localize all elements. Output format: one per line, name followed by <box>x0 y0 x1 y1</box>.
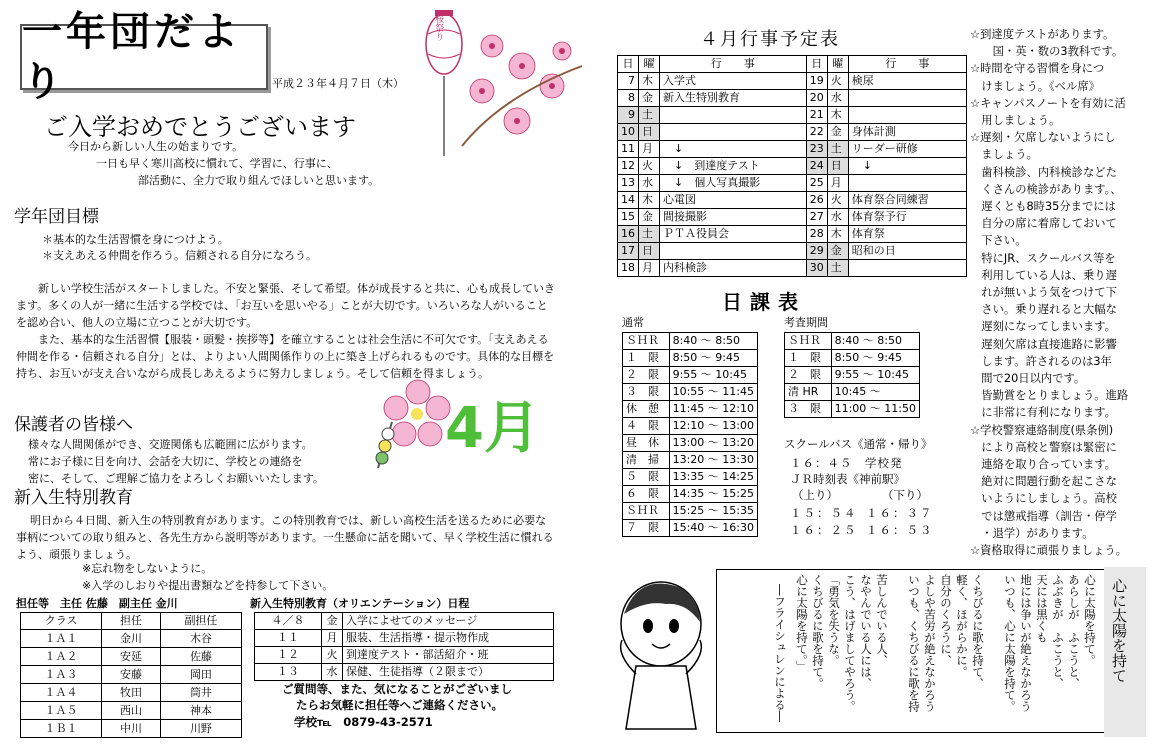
note-line: に非常に有利になります。 <box>970 406 1116 420</box>
table-row: 11 月 ↓ 23 土 リーダー研修 <box>618 141 967 158</box>
events-table: 日 曜 行 事 日 曜 行 事 7 木 入学式 19 火 検尿 8 金 新入生特別教育 20 水 9 土 21 木 10 日 22 金 身体計測 11 月 ↓ 23 土 リーダー研修 12 火 ↓ 到達度テスト 24 日 ↓ 13 水 ↓ 個人写真撮影 25 月 14 木 心電図 26 火 体育祭合同練習 15 金 間接撮影 27 水 体育祭予行 16 土 ＰＴＡ役員会 28 木 体育祭 17 日 29 金 昭和の日 18 月 内科検診 30 土 <box>617 55 967 277</box>
note-line: ☆キャンパスノートを有効に活 <box>970 96 1126 110</box>
note-line: けましょう。《ベル席》 <box>970 79 1100 93</box>
orientation-schedule-heading: 新入生特別教育（オリエンテーション）日程 <box>250 597 470 610</box>
note-line: ☆学校警察連絡制度(県条例) <box>970 423 1114 437</box>
table-row: ２ 限 9:55 ～ 10:45 <box>623 367 758 384</box>
goals-paragraph-2: また、基本的な生活習慣【服装・頭髪・挨拶等】を確立することは社会生活に不可欠です。「支えあえる仲間を作る・信頼される自分」とは、よりよい人間関係作りの上に築き上げられるものです。具体的な目標を持ち、お互いが支え合いながら成長しあえるように努力しましょう。そして信頼を得ましょう。 <box>16 333 555 380</box>
note-line: ☆資格取得に頑張りましょう。 <box>970 544 1127 558</box>
note-line: 自分の席に着席しておいて <box>970 217 1117 231</box>
normal-schedule-label: 通常 <box>622 316 644 329</box>
table-row: 10 日 22 金 身体計測 <box>618 124 967 141</box>
exam-schedule-label: 考査期間 <box>784 316 828 329</box>
poem-line: 地には争いが絶えなかろう <box>1019 574 1033 712</box>
table-row: 9 土 21 木 <box>618 107 967 124</box>
table-row: ＳＨＲ 15:25 ～ 15:35 <box>623 503 758 520</box>
jr-up-label: （上り） <box>792 488 838 502</box>
note-line: ☆到達度テストがあります。 <box>970 28 1115 41</box>
poem-line <box>890 574 906 724</box>
orientation-note-1: ※忘れ物をしないように。 <box>82 562 213 575</box>
table-row: ４ 限 12:10 ～ 13:00 <box>623 418 758 435</box>
table-row: 休 憩 11:45 ～ 12:10 <box>623 401 758 418</box>
table-row: 清 掃 13:20 ～ 13:30 <box>623 452 758 469</box>
poem-line: 心に太陽を持て。 <box>1083 574 1097 666</box>
note-line: します。許されるのは3年 <box>970 354 1112 368</box>
note-line: 遅刻欠席は直接進路に影響 <box>970 337 1117 351</box>
poem-line <box>986 574 1002 724</box>
orientation-paragraph: 明日から４日間、新入生の特別教育があります。この特別教育では、新しい高校生活を送るために必要な事柄についての取り組みと、各先生方から説明等があります。一生懸命に話を聞いて、早く学校生活に慣れるよう、頑張りましょう。 <box>16 514 554 561</box>
table-row: 清 HR 10:45 ～ <box>785 384 920 401</box>
table-row: 14 木 心電図 26 火 体育祭合同練習 <box>618 192 967 209</box>
april-label: 4月 <box>445 396 540 461</box>
table-row: ＳＨＲ 8:40 ～ 8:50 <box>623 333 758 350</box>
table-row: 17 日 29 金 昭和の日 <box>618 243 967 260</box>
table-row: 8 金 新入生特別教育 20 水 <box>618 90 967 107</box>
note-line: 国・英・数の3教科です。 <box>970 45 1124 59</box>
cherry-blossom-illustration <box>422 6 592 156</box>
table-row: １Ａ４ 牧田 筒井 <box>21 684 242 702</box>
note-line: ☆遅刻・欠席しないようにし <box>970 131 1116 145</box>
table-row: 15 金 間接撮影 27 水 体育祭予行 <box>618 209 967 226</box>
table-row: １３ 水 保健、生徒指導（２限まで） <box>255 664 554 681</box>
goal-item-1: ＊基本的な生活習慣を身につけよう。 <box>42 233 229 246</box>
goal-item-2: ＊支えあえる仲間を作ろう。信頼される自分になろう。 <box>42 249 317 262</box>
note-line: 遅刻になってしまいます。 <box>970 320 1116 334</box>
welcome-line-1: 今日から新しい人生の始まりです。 <box>68 140 244 153</box>
note-line: 下さい。 <box>970 234 1027 248</box>
issue-date: 平成２３年４月７日（木） <box>272 77 404 90</box>
poem-line: なやんでいる人には、 <box>859 574 873 689</box>
jr-time-up-2: １６：２５ <box>790 523 858 537</box>
welcome-line-3: 部活動に、全力で取り組んでほしいと思います。 <box>138 174 380 187</box>
note-line: れが無いよう気をつけて下 <box>970 286 1117 300</box>
note-line: いようにしましょう。高校 <box>970 492 1117 506</box>
staff-col-teacher: 担任 <box>102 613 161 630</box>
poem-line: 自分のくろうに、 <box>939 574 953 666</box>
guardians-line-3: 密に、そして、ご理解ご協力をよろしくお願いいたします。 <box>28 472 324 485</box>
table-row: １ 限 8:50 ～ 9:45 <box>623 350 758 367</box>
note-line: ☆時間を守る習慣を身につ <box>970 62 1105 76</box>
poem-line: よしや苦労が絶えなかろう <box>923 574 937 712</box>
guardians-heading: 保護者の皆様へ <box>14 415 133 435</box>
table-row: １Ａ３ 安藤 岡田 <box>21 666 242 684</box>
girl-illustration <box>606 574 716 734</box>
note-line: により高校と警察は緊密に <box>970 440 1117 454</box>
contact-line-1: ご質問等、また、気になることがございまし <box>282 682 512 696</box>
jr-time-down-2: １６：５３ <box>866 523 934 537</box>
table-row: １１ 月 服装、生活指導・提示物作成 <box>255 630 554 647</box>
note-line: くさんの検診があります。、 <box>970 182 1122 196</box>
staff-heading: 担任等 主任 佐藤 副主任 金川 <box>16 597 178 610</box>
table-row: １Ａ５ 西山 神本 <box>21 702 242 720</box>
note-line: 利用している人は、乗り遅 <box>970 268 1117 282</box>
jr-timetable-heading: ＪＲ時刻表《神前駅》 <box>790 472 905 486</box>
orientation-note-2: ※入学のしおりや提出書類などを持参して下さい。 <box>82 579 334 592</box>
table-row: 18 月 内科検診 30 土 <box>618 260 967 277</box>
orientation-schedule-table <box>254 612 554 681</box>
note-line: 絶対に問題行動を起こさな <box>970 475 1117 489</box>
jr-down-label: （下り） <box>882 488 928 502</box>
staff-col-class: クラス <box>21 613 102 630</box>
poem-line: あらしが ふこうと、 <box>1067 574 1081 689</box>
dango-blossom-icon <box>372 378 456 470</box>
note-line: では懲戒指導（訓告・停学 <box>970 509 1117 523</box>
poem-line: 天には黒くも <box>1035 574 1049 643</box>
note-line: 連絡を取り合っています。 <box>970 458 1116 472</box>
table-row: １Ｂ１ 中川 川野 <box>21 720 242 738</box>
welcome-line-2: 一日も早く寒川高校に慣れて、学習に、行事に、 <box>96 157 338 170</box>
note-line: 用しましょう。 <box>970 114 1061 128</box>
poem-line: いつも、心に太陽を持て。 <box>1003 574 1017 712</box>
table-row: １Ａ２ 安延 佐藤 <box>21 648 242 666</box>
daily-title: 日課表 <box>722 290 806 314</box>
note-line: 皆勤賞をとりましょう。進路 <box>970 389 1129 403</box>
poem-line: 苦しんでいる人、 <box>875 574 889 666</box>
note-line: 間で20日以内です。 <box>970 372 1086 386</box>
normal-schedule-table <box>622 332 758 537</box>
bus-heading: スクールバス《通常・帰り》 <box>784 437 933 451</box>
poem-line: いつも、くちびるに歌を持 <box>907 574 921 712</box>
poem-line: 心に太陽を持て。」 <box>795 574 809 672</box>
poem-line: こう、はげましてやろう。 <box>843 574 857 712</box>
table-row: ４／８ 金 入学によせてのメッセージ <box>255 613 554 630</box>
lantern-label: 桜祭り <box>433 14 444 41</box>
guardians-line-1: 様々な人間関係ができ、交遊関係も広範囲に広がります。 <box>28 438 313 451</box>
jr-time-down-1: １６：３７ <box>866 506 934 520</box>
note-line: 歯科検診、内科検診などた <box>970 165 1117 179</box>
table-row: 13 水 ↓ 個人写真撮影 25 月 <box>618 175 967 192</box>
contact-phone: 学校℡ 0879-43-2571 <box>294 715 433 729</box>
table-row: ６ 限 14:35 ～ 15:25 <box>623 486 758 503</box>
goals-paragraph-1: 新しい学校生活がスタートしました。不安と緊張、そして希望。体が成長すると共に、心も成長していきます。多くの人が一緒に生活する学校では、「お互いを思いやる」ことが大切です。いろいろな人がいることを認め合い、他人の立場に立つことが大切です。 <box>16 282 555 329</box>
contact-line-2: たらお気軽に担任等へご連絡ください。 <box>296 698 503 712</box>
jr-time-up-1: １５：５４ <box>790 506 858 520</box>
note-line: ・退学）があります。 <box>970 526 1094 540</box>
table-row: 7 木 入学式 19 火 検尿 <box>618 73 967 90</box>
welcome-heading: ご入学おめでとうございます <box>44 113 356 141</box>
table-row: ＳＨＲ 8:40 ～ 8:50 <box>785 333 920 350</box>
poem-body <box>762 574 1098 730</box>
poem-line: くちびるに歌を持て。 <box>811 574 825 689</box>
poem-line: 「勇気を失うな。 <box>827 574 841 666</box>
table-row: ３ 限 10:55 ～ 11:45 <box>623 384 758 401</box>
table-row: 昼 休 13:00 ～ 13:20 <box>623 435 758 452</box>
newsletter-title: 一年団だより <box>20 24 268 90</box>
poem-line: ふぶきが ふこうと、 <box>1051 574 1065 689</box>
table-row: 12 火 ↓ 到達度テスト 24 日 ↓ <box>618 158 967 175</box>
note-line: さい。乗り遅れると大幅な <box>970 303 1117 317</box>
note-line: ましょう。 <box>970 148 1038 162</box>
orientation-heading: 新入生特別教育 <box>14 488 133 508</box>
table-row: ２ 限 9:55 ～ 10:45 <box>785 367 920 384</box>
table-row: ３ 限 11:00 ～ 11:50 <box>785 401 920 418</box>
staff-table <box>20 612 242 738</box>
poem-author: ―フライシュレンによる― <box>773 584 787 722</box>
note-line: 特にJR、スクールバス等を <box>970 251 1116 265</box>
table-row: ７ 限 15:40 ～ 16:30 <box>623 520 758 537</box>
table-row: １ 限 8:50 ～ 9:45 <box>785 350 920 367</box>
table-row: １Ａ１ 金川 木谷 <box>21 630 242 648</box>
poem-line: くちびるに歌を持て、 <box>971 574 985 689</box>
poem-line: 軽く、ほがらかに。 <box>955 574 969 678</box>
table-row: ５ 限 13:35 ～ 14:25 <box>623 469 758 486</box>
exam-schedule-table <box>784 332 920 418</box>
table-row: 16 土 ＰＴＡ役員会 28 木 体育祭 <box>618 226 967 243</box>
note-line: 遅くとも8時35分までには <box>970 200 1116 214</box>
bus-departure: １６：４５ 学校発 <box>790 456 903 470</box>
poem-title: 心に太陽を持て <box>1110 578 1128 683</box>
events-title: ４月行事予定表 <box>700 29 840 50</box>
notes-column <box>970 26 1156 559</box>
table-row: １２ 火 到達度テスト・部活紹介・班 <box>255 647 554 664</box>
guardians-line-2: 常にお子様に目を向け、会話を大切に、学校との連絡を <box>28 455 303 468</box>
staff-col-assistant: 副担任 <box>160 613 241 630</box>
goals-heading: 学年団目標 <box>14 207 99 227</box>
